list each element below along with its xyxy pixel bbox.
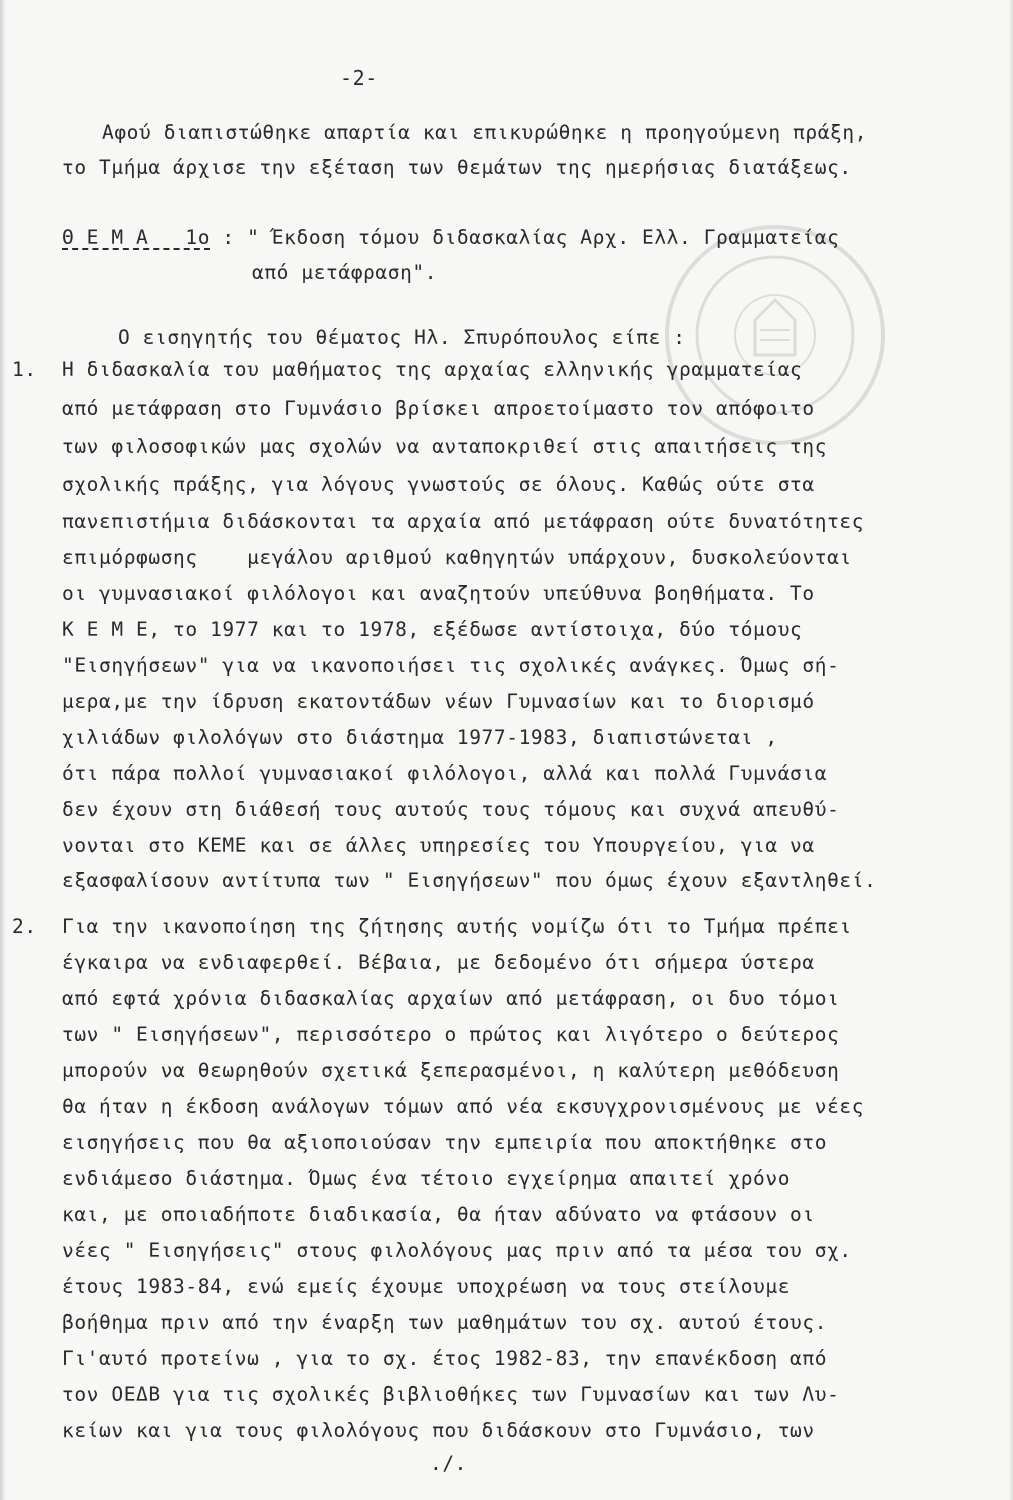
point-line: μερα,με την ίδρυση εκατοντάδων νέων Γυμνασίων και το διορισμό (62, 690, 815, 713)
point-line: έτους 1983-84, ενώ εμείς έχουμε υποχρέωση να τους στείλουμε (62, 1275, 791, 1298)
topic-title: : " Έκδοση τόμου διδασκαλίας Αρχ. Ελλ. Γραμματείας (210, 226, 840, 249)
point-line: ότι πάρα πολλοί γυμνασιακοί φιλόλογοι, αλλά και πολλά Γυμνάσια (62, 762, 828, 785)
page-number: -2- (340, 66, 378, 90)
point-line: πανεπιστήμια διδάσκονται τα αρχαία από μετάφραση ούτε δυνατότητες (62, 510, 865, 533)
rapporteur-line: Ο εισηγητής του θέματος Ηλ. Σπυρόπουλος είπε : (118, 326, 686, 349)
point-line: από μετάφραση στο Γυμνάσιο βρίσκει απροετοίμαστο τον απόφοιτο (62, 397, 815, 420)
point-line: των φιλοσοφικών μας σχολών να ανταποκριθεί στις απαιτήσεις της (62, 435, 828, 458)
point-line: νονται στο ΚΕΜΕ και σε άλλες υπηρεσίες του Υπουργείου, για να (62, 834, 815, 857)
point-line: Κ Ε Μ Ε, το 1977 και το 1978, εξέδωσε αντίστοιχα, δύο τόμους (62, 618, 803, 641)
point-line: θα ήταν η έκδοση ανάλογων τόμων από νέα εκσυγχρονισμένους με νέες (62, 1095, 865, 1118)
point-line: "Εισηγήσεων" για να ικανοποιήσει τις σχολικές ανάγκες. Όμως σή- (62, 654, 840, 677)
binding-shadow (0, 0, 6, 1500)
page-edge-shadow (1009, 0, 1013, 1500)
point-line: και, με οποιαδήποτε διαδικασία, θα ήταν αδύνατο να φτάσουν οι (62, 1203, 815, 1226)
point-line: έγκαιρα να ενδιαφερθεί. Βέβαια, με δεδομένο ότι σήμερα ύστερα (62, 951, 815, 974)
point-line: των " Εισηγήσεων", περισσότερο ο πρώτος και λιγότερο ο δεύτερος (62, 1023, 840, 1046)
continuation-mark: ./. (430, 1452, 468, 1475)
point-line: τον ΟΕΔΒ για τις σχολικές βιβλιοθήκες των Γυμνασίων και των Λυ- (62, 1383, 840, 1406)
point-line: επιμόρφωσης μεγάλου αριθμού καθηγητών υπάρχουν, δυσκολεύονται (62, 546, 852, 569)
point-line: Η διδασκαλία του μαθήματος της αρχαίας ελληνικής γραμματείας (62, 358, 803, 381)
point-line: βοήθημα πριν από την έναρξη των μαθημάτων του σχ. αυτού έτους. (62, 1311, 828, 1334)
topic-title-cont: από μετάφραση". (252, 261, 438, 284)
point-number: 2. (12, 915, 37, 938)
point-line: σχολικής πράξης, για λόγους γνωστούς σε όλους. Καθώς ούτε στα (62, 473, 815, 496)
point-line: από εφτά χρόνια διδασκαλίας αρχαίων από μετάφραση, οι δυο τόμοι (62, 987, 840, 1010)
topic-label: Θ Ε Μ Α 1ο (62, 226, 211, 249)
point-line: νέες " Εισηγήσεις" στους φιλολόγους μας πριν από τα μέσα του σχ. (62, 1239, 852, 1262)
point-line: εισηγήσεις που θα αξιοποιούσαν την εμπειρία που αποκτήθηκε στο (62, 1131, 828, 1154)
point-line: ενδιάμεσο διάστημα. Όμως ένα τέτοιο εγχείρημα απαιτεί χρόνο (62, 1167, 791, 1190)
topic-heading (62, 226, 839, 250)
intro-line: το Τμήμα άρχισε την εξέταση των θεμάτων της ημερήσιας διατάξεως. (62, 156, 852, 179)
point-line: εξασφαλίσουν αντίτυπα των " Εισηγήσεων" που όμως έχουν εξαντληθεί. (62, 869, 877, 892)
point-line: κείων και για τους φιλολόγους που διδάσκουν στο Γυμνάσιο, των (62, 1419, 815, 1442)
intro-line: Αφού διαπιστώθηκε απαρτία και επικυρώθηκε η προηγούμενη πράξη, (102, 121, 868, 144)
point-line: Για την ικανοποίηση της ζήτησης αυτής νομίζω ότι το Τμήμα πρέπει (62, 915, 852, 938)
point-line: χιλιάδων φιλολόγων στο διάστημα 1977-1983, διαπιστώνεται , (62, 726, 778, 749)
point-line: δεν έχουν στη διάθεσή τους αυτούς τους τόμους και συχνά απευθύ- (62, 798, 840, 821)
point-number: 1. (12, 358, 37, 381)
point-line: μπορούν να θεωρηθούν σχετικά ξεπερασμένοι, η καλύτερη μεθόδευση (62, 1059, 840, 1082)
point-line: οι γυμνασιακοί φιλόλογοι και αναζητούν υπεύθυνα βοηθήματα. Το (62, 582, 815, 605)
point-line: Γι'αυτό προτείνω , για το σχ. έτος 1982-83, την επανέκδοση από (62, 1347, 828, 1370)
